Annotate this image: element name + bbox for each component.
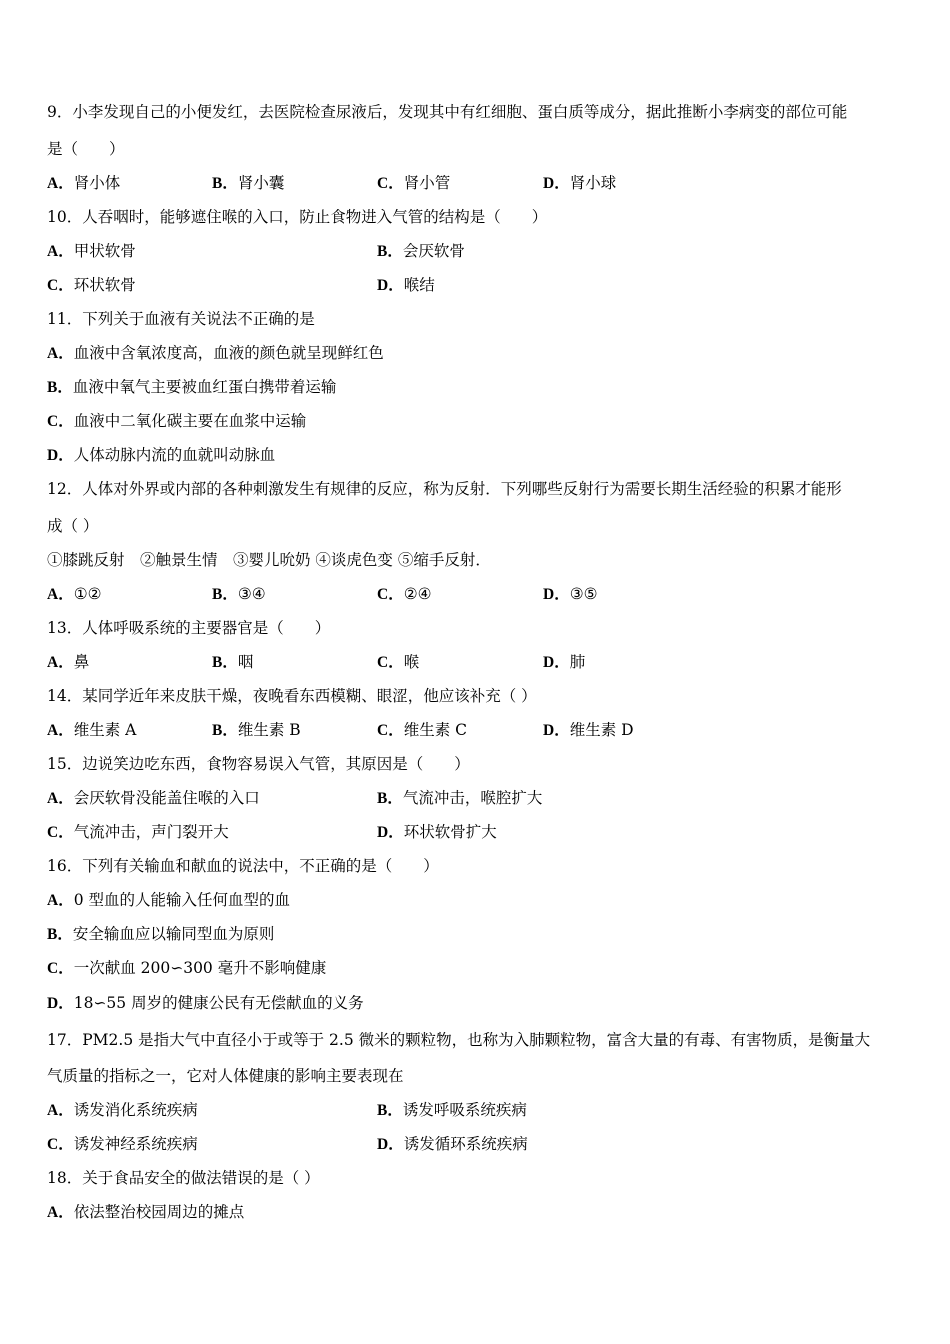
option-text: 肾小体 [73, 174, 121, 192]
question-number: 11． [47, 310, 83, 328]
option-text: 肾小管 [403, 174, 451, 192]
option-label: C． [47, 277, 74, 294]
answer-option [47, 377, 336, 398]
option-label: A． [47, 1204, 74, 1221]
option-text: 0 型血的人能输入任何血型的血 [73, 891, 290, 909]
answer-option [212, 652, 253, 673]
option-label: D． [543, 175, 570, 192]
answer-option [47, 788, 260, 809]
question-text: 边说笑边吃东西，食物容易误入气管，其原因是（ ） [82, 755, 470, 773]
option-label: A． [47, 722, 74, 739]
question-stem-line [47, 479, 842, 499]
option-label: A． [47, 345, 74, 362]
option-text: ①② [73, 585, 102, 603]
option-label: D． [543, 654, 570, 671]
option-text: 肾小囊 [237, 174, 285, 192]
option-label: C． [47, 413, 74, 430]
answer-option [377, 1100, 527, 1121]
option-text: 维生素 A [73, 721, 137, 739]
answer-option [47, 173, 120, 194]
option-label: D． [377, 277, 404, 294]
answer-option [543, 173, 616, 194]
answer-option [47, 584, 102, 605]
option-label: C． [47, 1136, 74, 1153]
option-label: C． [377, 654, 404, 671]
option-label: B． [47, 379, 73, 396]
option-label: A． [47, 892, 74, 909]
question-number: 17． [47, 1031, 83, 1049]
option-label: C． [47, 824, 74, 841]
option-label: A． [47, 175, 74, 192]
question-number: 15． [47, 755, 83, 773]
option-text: ③④ [237, 585, 266, 603]
answer-option [212, 720, 301, 741]
option-text: 18∽55 周岁的健康公民有无偿献血的义务 [73, 994, 364, 1012]
question-stem-line [47, 516, 98, 536]
answer-option [377, 584, 432, 605]
answer-option [47, 1100, 198, 1121]
option-label: C． [377, 175, 404, 192]
question-text: PM2.5 是指大气中直径小于或等于 2.5 微米的颗粒物，也称为入肺颗粒物，富含大量的有毒、有害物质，是衡量大 [82, 1031, 871, 1049]
option-text: 肺 [569, 653, 586, 671]
option-text: 诱发呼吸系统疾病 [402, 1101, 527, 1119]
option-text: 喉 [403, 653, 420, 671]
question-stem-line [47, 550, 491, 570]
answer-option [47, 411, 306, 432]
option-text: 诱发循环系统疾病 [403, 1135, 528, 1153]
answer-option [377, 652, 419, 673]
option-label: A． [47, 243, 74, 260]
question-stem-line [47, 309, 315, 329]
answer-option [47, 275, 136, 296]
question-text: 下列有关输血和献血的说法中，不正确的是（ ） [82, 857, 439, 875]
option-label: B． [377, 243, 403, 260]
answer-option [543, 584, 598, 605]
answer-option [47, 822, 229, 843]
option-text: 一次献血 200∽300 毫升不影响健康 [73, 959, 327, 977]
question-stem-line [47, 686, 537, 706]
question-text: 人体对外界或内部的各种刺激发生有规律的反应，称为反射．下列哪些反射行为需要长期生活经验的积累才能形 [82, 480, 842, 498]
answer-option [377, 720, 467, 741]
option-text: 鼻 [73, 653, 90, 671]
question-stem-line [47, 207, 547, 227]
question-text: 人体呼吸系统的主要器官是（ ） [82, 619, 331, 637]
answer-option [212, 584, 266, 605]
option-text: ②④ [403, 585, 432, 603]
question-number: 10． [47, 208, 83, 226]
question-text: 关于食品安全的做法错误的是（ ） [82, 1169, 320, 1187]
option-label: B． [212, 175, 238, 192]
question-text: 某同学近年来皮肤干燥，夜晚看东西模糊、眼涩，他应该补充（ ） [82, 687, 537, 705]
option-label: D． [543, 586, 570, 603]
option-label: D． [377, 1136, 404, 1153]
question-number: 13． [47, 619, 83, 637]
option-text: 人体动脉内流的血就叫动脉血 [73, 446, 276, 464]
question-stem-line [47, 754, 470, 774]
question-number: 18． [47, 1169, 83, 1187]
question-stem-line [47, 1030, 870, 1050]
answer-option [47, 958, 326, 979]
option-label: B． [47, 926, 73, 943]
option-label: B． [377, 1102, 403, 1119]
question-text: 下列关于血液有关说法不正确的是 [82, 310, 315, 328]
option-label: D． [543, 722, 570, 739]
option-label: B． [377, 790, 403, 807]
question-stem-line [47, 1066, 404, 1086]
answer-option [47, 924, 274, 945]
option-text: 诱发神经系统疾病 [73, 1135, 198, 1153]
question-number: 16． [47, 857, 83, 875]
option-text: 安全输血应以输同型血为原则 [72, 925, 275, 943]
answer-option [47, 720, 136, 741]
option-text: 血液中二氧化碳主要在血浆中运输 [73, 412, 307, 430]
option-label: D． [377, 824, 404, 841]
option-label: C． [377, 722, 404, 739]
option-label: B． [212, 654, 238, 671]
answer-option [47, 241, 136, 262]
option-label: B． [212, 722, 238, 739]
question-stem-line [47, 102, 847, 122]
option-text: 甲状软骨 [73, 242, 136, 260]
option-label: D． [47, 447, 74, 464]
question-text: 气质量的指标之一，它对人体健康的影响主要表现在 [47, 1067, 404, 1085]
question-text: 小李发现自己的小便发红，去医院检查尿液后，发现其中有红细胞、蛋白质等成分，据此推断小李病变的部位可能 [72, 103, 848, 121]
answer-option [47, 1202, 244, 1223]
question-stem-line [47, 856, 439, 876]
option-text: 维生素 C [403, 721, 467, 739]
option-text: 会厌软骨 [402, 242, 465, 260]
question-number: 14． [47, 687, 83, 705]
answer-option [47, 993, 364, 1014]
answer-option [212, 173, 284, 194]
option-label: D． [47, 995, 74, 1012]
question-text: 成（ ） [47, 517, 99, 535]
answer-option [377, 788, 542, 809]
answer-option [47, 343, 384, 364]
question-text: ①膝跳反射 ②触景生情 ③婴儿吮奶 ④谈虎色变 ⑤缩手反射． [47, 551, 491, 569]
question-number: 9． [47, 103, 73, 121]
answer-option [47, 890, 290, 911]
option-text: 环状软骨 [73, 276, 136, 294]
answer-option [47, 1134, 198, 1155]
option-text: 依法整治校园周边的摊点 [73, 1203, 245, 1221]
question-stem-line [47, 139, 125, 159]
option-text: ③⑤ [569, 585, 598, 603]
option-label: A． [47, 586, 74, 603]
question-stem-line [47, 1168, 320, 1188]
answer-option [377, 1134, 528, 1155]
answer-option [543, 652, 585, 673]
option-label: A． [47, 790, 74, 807]
option-text: 血液中含氧浓度高，血液的颜色就呈现鲜红色 [73, 344, 384, 362]
option-text: 会厌软骨没能盖住喉的入口 [73, 789, 260, 807]
question-text: 人吞咽时，能够遮住喉的入口，防止食物进入气管的结构是（ ） [82, 208, 548, 226]
option-label: A． [47, 654, 74, 671]
answer-option [377, 822, 497, 843]
option-label: A． [47, 1102, 74, 1119]
option-text: 气流冲击，声门裂开大 [73, 823, 229, 841]
answer-option [377, 275, 435, 296]
option-label: C． [377, 586, 404, 603]
answer-option [543, 720, 634, 741]
option-text: 喉结 [403, 276, 435, 294]
answer-option [377, 241, 465, 262]
answer-option [47, 652, 89, 673]
option-label: C． [47, 960, 74, 977]
option-text: 气流冲击，喉腔扩大 [402, 789, 543, 807]
option-text: 肾小球 [569, 174, 617, 192]
question-number: 12． [47, 480, 83, 498]
option-text: 咽 [237, 653, 254, 671]
question-text: 是（ ） [47, 140, 125, 158]
answer-option [377, 173, 450, 194]
option-label: B． [212, 586, 238, 603]
option-text: 维生素 D [569, 721, 634, 739]
answer-option [47, 445, 275, 466]
option-text: 血液中氧气主要被血红蛋白携带着运输 [72, 378, 337, 396]
option-text: 诱发消化系统疾病 [73, 1101, 198, 1119]
question-stem-line [47, 618, 330, 638]
option-text: 环状软骨扩大 [403, 823, 497, 841]
option-text: 维生素 B [237, 721, 301, 739]
